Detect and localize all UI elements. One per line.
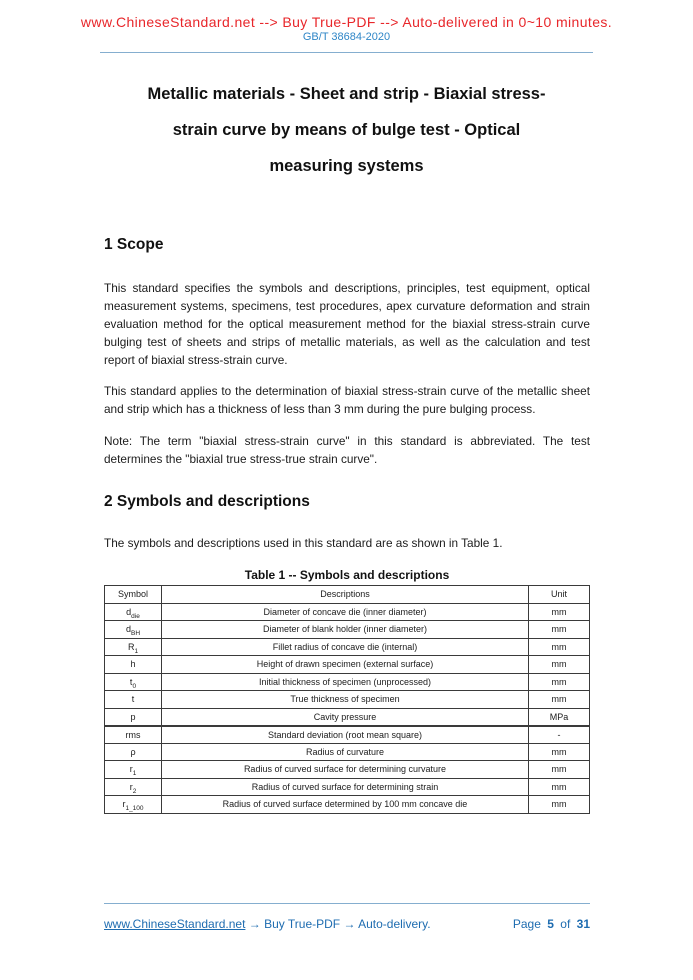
unit-cell: mm bbox=[529, 656, 590, 674]
header-divider bbox=[100, 52, 593, 53]
table-row bbox=[105, 761, 590, 779]
unit-cell: mm bbox=[529, 673, 590, 691]
scope-paragraph: This standard applies to the determination of biaxial stress-strain curve of the metallic sheet and strip which has a thickness of less than 3 mm during the pure bulging process. bbox=[104, 384, 590, 416]
description-cell: Radius of curved surface determined by 100 mm concave die bbox=[162, 796, 529, 814]
unit-cell: mm bbox=[529, 761, 590, 779]
column-header-symbol: Symbol bbox=[105, 586, 162, 604]
unit-cell: mm bbox=[529, 621, 590, 639]
column-header-unit: Unit bbox=[529, 586, 590, 604]
table-row bbox=[105, 708, 590, 726]
page-total: 31 bbox=[576, 917, 590, 931]
unit-cell: mm bbox=[529, 743, 590, 761]
description-cell: Radius of curved surface for determining strain bbox=[162, 778, 529, 796]
page-label: Page bbox=[512, 917, 541, 931]
unit-cell: mm bbox=[529, 638, 590, 656]
scope-paragraph: This standard specifies the symbols and descriptions, principles, test equipment, optical measurement systems, specimens, test procedures, apex curvature deformation and strain evaluation method for the optical measurement method for the biaxial stress-strain curve bulging test of sheets and strips of metallic materials, as well as the calculation and test report of biaxial stress-strain curve. bbox=[104, 281, 590, 367]
table-row bbox=[105, 638, 590, 656]
table-row bbox=[105, 673, 590, 691]
symbol-cell: $d_{die}$ bbox=[105, 603, 162, 621]
description-cell: Radius of curvature bbox=[162, 743, 529, 761]
symbol-cell: $R_1$ bbox=[105, 638, 162, 656]
description-cell: Standard deviation (root mean square) bbox=[162, 726, 529, 744]
page-current: 5 bbox=[547, 917, 554, 931]
description-cell: Fillet radius of concave die (internal) bbox=[162, 638, 529, 656]
footer-site-link[interactable]: www.ChineseStandard.net bbox=[104, 917, 246, 931]
of-label: of bbox=[560, 917, 571, 931]
symbol-cell: $r_1$ bbox=[105, 761, 162, 779]
symbol-cell: h bbox=[105, 656, 162, 674]
page-footer bbox=[104, 903, 590, 931]
description-cell: Radius of curved surface for determining curvature bbox=[162, 761, 529, 779]
description-cell: Cavity pressure bbox=[162, 708, 529, 726]
table-row bbox=[105, 656, 590, 674]
symbols-table bbox=[104, 585, 590, 814]
document-title-line: Metallic materials - Sheet and strip - Biaxial stress- bbox=[147, 85, 546, 103]
section-heading-symbols: 2 Symbols and descriptions bbox=[104, 493, 310, 510]
symbol-cell: $r_{1\_100}$ bbox=[105, 796, 162, 814]
unit-cell: mm bbox=[529, 603, 590, 621]
description-cell: Initial thickness of specimen (unprocessed) bbox=[162, 673, 529, 691]
table-header-row bbox=[105, 586, 590, 604]
table-row bbox=[105, 603, 590, 621]
promo-banner: www.ChineseStandard.net --> Buy True-PDF --> Auto-delivered in 0~10 minutes. bbox=[80, 14, 613, 30]
column-header-descriptions: Descriptions bbox=[162, 586, 529, 604]
footer-promo-tail: → Buy True-PDF → Auto-delivery. bbox=[245, 917, 431, 931]
document-title-line: strain curve by means of bulge test - Optical bbox=[172, 121, 521, 139]
page-indicator bbox=[510, 917, 590, 931]
standard-code: GB/T 38684-2020 bbox=[302, 31, 391, 43]
table-row bbox=[105, 691, 590, 709]
symbol-cell: t bbox=[105, 691, 162, 709]
description-cell: Diameter of blank holder (inner diameter) bbox=[162, 621, 529, 639]
description-cell: Diameter of concave die (inner diameter) bbox=[162, 603, 529, 621]
table-caption: Table 1 -- Symbols and descriptions bbox=[244, 568, 450, 582]
unit-cell: mm bbox=[529, 796, 590, 814]
unit-cell: mm bbox=[529, 778, 590, 796]
footer-divider bbox=[104, 903, 590, 904]
description-cell: Height of drawn specimen (external surface) bbox=[162, 656, 529, 674]
unit-cell: MPa bbox=[529, 708, 590, 726]
symbol-cell: $r_2$ bbox=[105, 778, 162, 796]
symbol-cell: ρ bbox=[105, 743, 162, 761]
symbol-cell: p bbox=[105, 708, 162, 726]
table-row bbox=[105, 778, 590, 796]
document-title bbox=[0, 76, 693, 184]
footer-promo bbox=[104, 917, 431, 931]
table-row bbox=[105, 796, 590, 814]
symbol-cell: $t_0$ bbox=[105, 673, 162, 691]
table-row bbox=[105, 743, 590, 761]
table-row bbox=[105, 621, 590, 639]
symbols-intro: The symbols and descriptions used in this standard are as shown in Table 1. bbox=[104, 536, 503, 550]
symbol-cell: $d_{BH}$ bbox=[105, 621, 162, 639]
unit-cell: mm bbox=[529, 691, 590, 709]
document-title-line: measuring systems bbox=[269, 157, 424, 175]
unit-cell: - bbox=[529, 726, 590, 744]
section-heading-scope: 1 Scope bbox=[104, 236, 164, 253]
table-row bbox=[105, 726, 590, 744]
symbol-cell: rms bbox=[105, 726, 162, 744]
description-cell: True thickness of specimen bbox=[162, 691, 529, 709]
page-content bbox=[104, 236, 590, 814]
scope-note: Note: The term "biaxial stress-strain curve" in this standard is abbreviated. The test determines the "biaxial true stress-true strain curve". bbox=[104, 434, 590, 466]
